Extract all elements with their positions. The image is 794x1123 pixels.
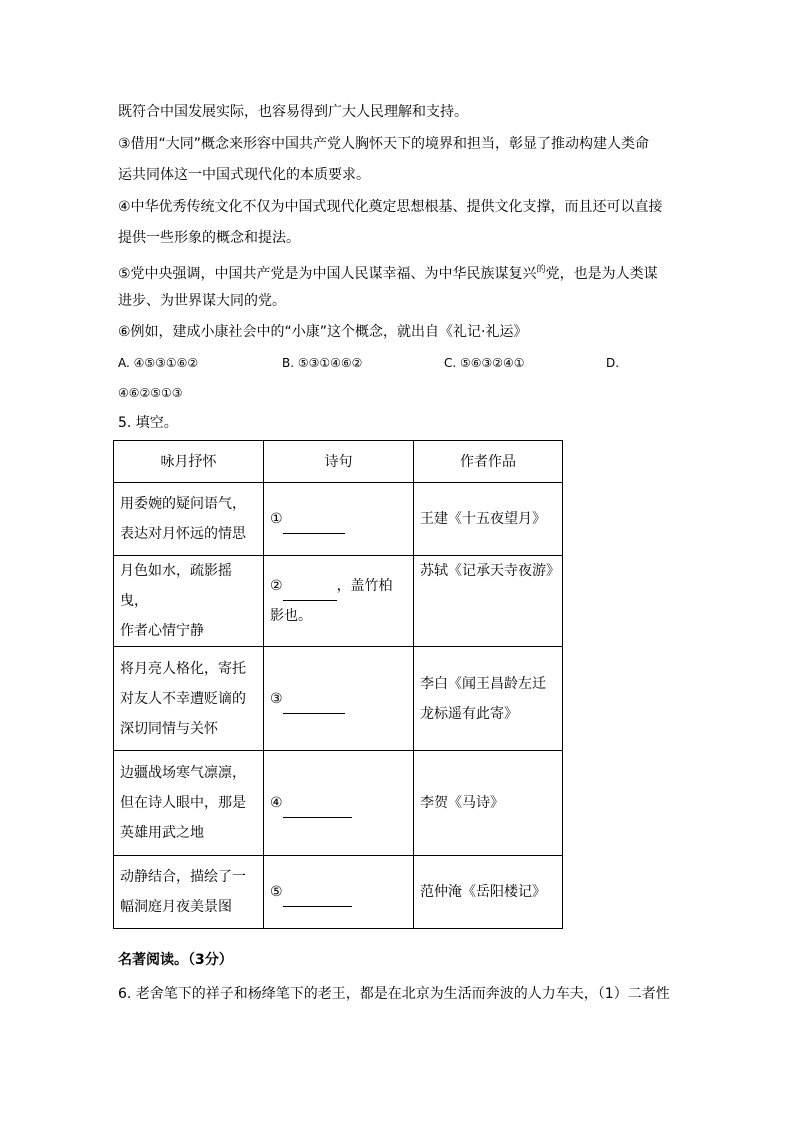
verse-cell bbox=[264, 856, 414, 929]
text: 但在诗人眼中，那是 bbox=[120, 795, 246, 811]
table-row bbox=[114, 856, 563, 929]
text: ⑤党中央强调，中国共产党是为中国人民谋幸福、为中华民族谋复兴 bbox=[118, 266, 537, 282]
text: 苏轼《记承天寺夜游》 bbox=[420, 563, 560, 579]
column-header: 作者作品 bbox=[414, 441, 563, 483]
theme-cell bbox=[114, 751, 264, 856]
table-row bbox=[114, 647, 563, 751]
text: 李贺《马诗》 bbox=[420, 795, 504, 811]
text: 月色如水，疏影摇曳， bbox=[120, 563, 232, 609]
paragraph-line: 既符合中国发展实际，也容易得到广大人民理解和支持。 bbox=[118, 104, 468, 120]
option-d: D. bbox=[606, 356, 620, 370]
work-cell bbox=[414, 751, 563, 856]
theme-cell bbox=[114, 647, 264, 751]
answer-blank[interactable] bbox=[283, 801, 352, 818]
paragraph-line: ③借用“大同”概念来形容中国共产党人胸怀天下的境界和担当，彰显了推动构建人类命 bbox=[118, 136, 650, 152]
table-row bbox=[114, 483, 563, 556]
verse-cell bbox=[264, 483, 414, 556]
text: 将月亮人格化，寄托 bbox=[120, 660, 246, 677]
paragraph-line bbox=[118, 260, 658, 284]
answer-blank[interactable] bbox=[283, 890, 352, 907]
poetry-table bbox=[113, 440, 563, 929]
answer-blank[interactable] bbox=[283, 517, 345, 534]
theme-cell bbox=[114, 556, 264, 647]
text: ③ bbox=[270, 690, 283, 707]
text: 影也。 bbox=[270, 608, 312, 624]
column-header: 诗句 bbox=[264, 441, 414, 483]
work-cell bbox=[414, 556, 563, 647]
question-6: 6. 老舍笔下的祥子和杨绛笔下的老王，都是在北京为生活而奔波的人力车夫，（1）二者性 bbox=[118, 986, 670, 1002]
option-b: B. ⑤③①④⑥② bbox=[282, 356, 363, 370]
question-5-title: 5. 填空。 bbox=[118, 415, 178, 431]
option-d-continued: ④⑥②⑤①③ bbox=[118, 386, 183, 400]
answer-blank[interactable] bbox=[283, 584, 337, 601]
theme-cell bbox=[114, 483, 264, 556]
text: 作者心情宁静 bbox=[120, 623, 204, 639]
text: 边疆战场寒气凛凛， bbox=[120, 765, 246, 781]
text: 英雄用武之地 bbox=[120, 825, 204, 841]
table-row bbox=[114, 556, 563, 647]
text: 王建《十五夜望月》 bbox=[420, 511, 546, 527]
verse-cell bbox=[264, 556, 414, 647]
work-cell bbox=[414, 856, 563, 929]
text: ，盖竹柏 bbox=[336, 578, 393, 594]
text: ② bbox=[270, 578, 283, 594]
paragraph-line: ④中华优秀传统文化不仅为中国式现代化奠定思想根基、提供文化支撑，而且还可以直接 bbox=[118, 199, 663, 215]
text: 用委婉的疑问语气， bbox=[120, 496, 246, 512]
table-row bbox=[114, 751, 563, 856]
theme-cell bbox=[114, 856, 264, 929]
paragraph-line: 提供一些形象的概念和提法。 bbox=[118, 230, 300, 246]
paragraph-line: 运共同体这一中国式现代化的本质要求。 bbox=[118, 167, 370, 183]
text: ① bbox=[270, 511, 283, 527]
text: 对友人不幸遭贬谪的 bbox=[120, 690, 246, 707]
text: 范仲淹《岳阳楼记》 bbox=[420, 884, 546, 900]
section-heading: 名著阅读。（3分） bbox=[118, 952, 233, 968]
text: ④ bbox=[270, 795, 283, 811]
text: 龙标遥有此寄》 bbox=[420, 705, 518, 722]
work-cell bbox=[414, 483, 563, 556]
paragraph-line: ⑥例如，建成小康社会中的“小康”这个概念，就出自《礼记·礼运》 bbox=[118, 324, 528, 340]
text: 党，也是为人类谋 bbox=[545, 266, 658, 282]
text: 深切同情与关怀 bbox=[120, 720, 218, 737]
table-header-row bbox=[114, 441, 563, 483]
work-cell bbox=[414, 647, 563, 751]
option-c: C. ⑤⑥③②④① bbox=[444, 356, 525, 370]
text: ⑤ bbox=[270, 884, 283, 900]
text: 动静结合，描绘了一 bbox=[120, 869, 246, 885]
text: 李白《闻王昌龄左迁 bbox=[420, 675, 546, 692]
paragraph-line: 进步、为世界谋大同的党。 bbox=[118, 293, 286, 309]
text: 表达对月怀远的情思 bbox=[120, 526, 246, 542]
option-a: A. ④⑤③①⑥② bbox=[118, 356, 199, 370]
verse-cell bbox=[264, 647, 414, 751]
text: 幅洞庭月夜美景图 bbox=[120, 899, 232, 915]
verse-cell bbox=[264, 751, 414, 856]
answer-blank[interactable] bbox=[283, 697, 345, 714]
superscript-text: 的 bbox=[536, 265, 546, 275]
column-header: 咏月抒怀 bbox=[114, 441, 264, 483]
